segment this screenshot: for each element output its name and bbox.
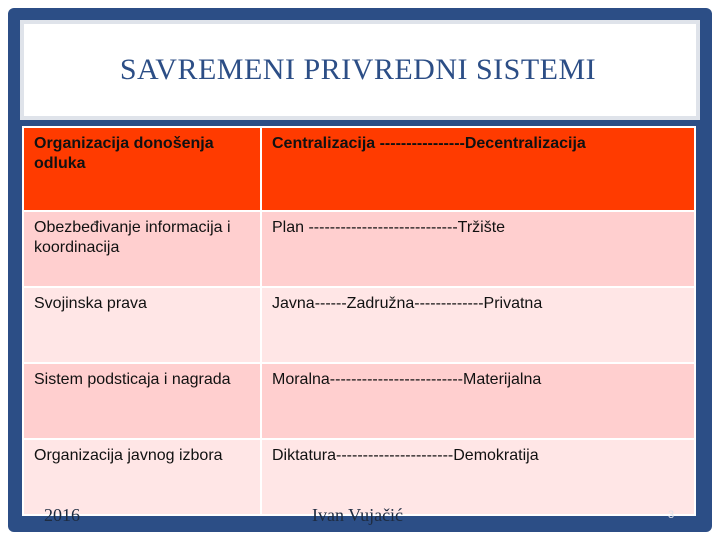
table-cell-right: Centralizacija ----------------Decentralizacija — [261, 127, 695, 211]
table-cell-left: Sistem podsticaja i nagrada — [23, 363, 261, 439]
table-row — [23, 211, 695, 287]
table-cell-left: Svojinska prava — [23, 287, 261, 363]
footer-author: Ivan Vujačić — [312, 504, 404, 525]
table-row-header — [23, 127, 695, 211]
comparison-table — [22, 126, 696, 498]
table-cell-left: Organizacija javnog izbora — [23, 439, 261, 515]
table-cell-right: Plan ----------------------------Tržište — [261, 211, 695, 287]
table-cell-right: Javna------Zadružna-------------Privatna — [261, 287, 695, 363]
slide-title: SAVREMENI PRIVREDNI SISTEMI — [119, 53, 597, 86]
table-cell-right: Diktatura----------------------Demokratija — [261, 439, 695, 515]
footer-year: 2016 — [44, 504, 80, 525]
table-cell-right: Moralna-------------------------Materijalna — [261, 363, 695, 439]
table-cell-left: Organizacija donošenja odluka — [23, 127, 261, 211]
table-cell-left: Obezbeđivanje informacija i koordinacija — [23, 211, 261, 287]
page-number: 3 — [668, 509, 675, 521]
table-row — [23, 363, 695, 439]
table-row — [23, 287, 695, 363]
